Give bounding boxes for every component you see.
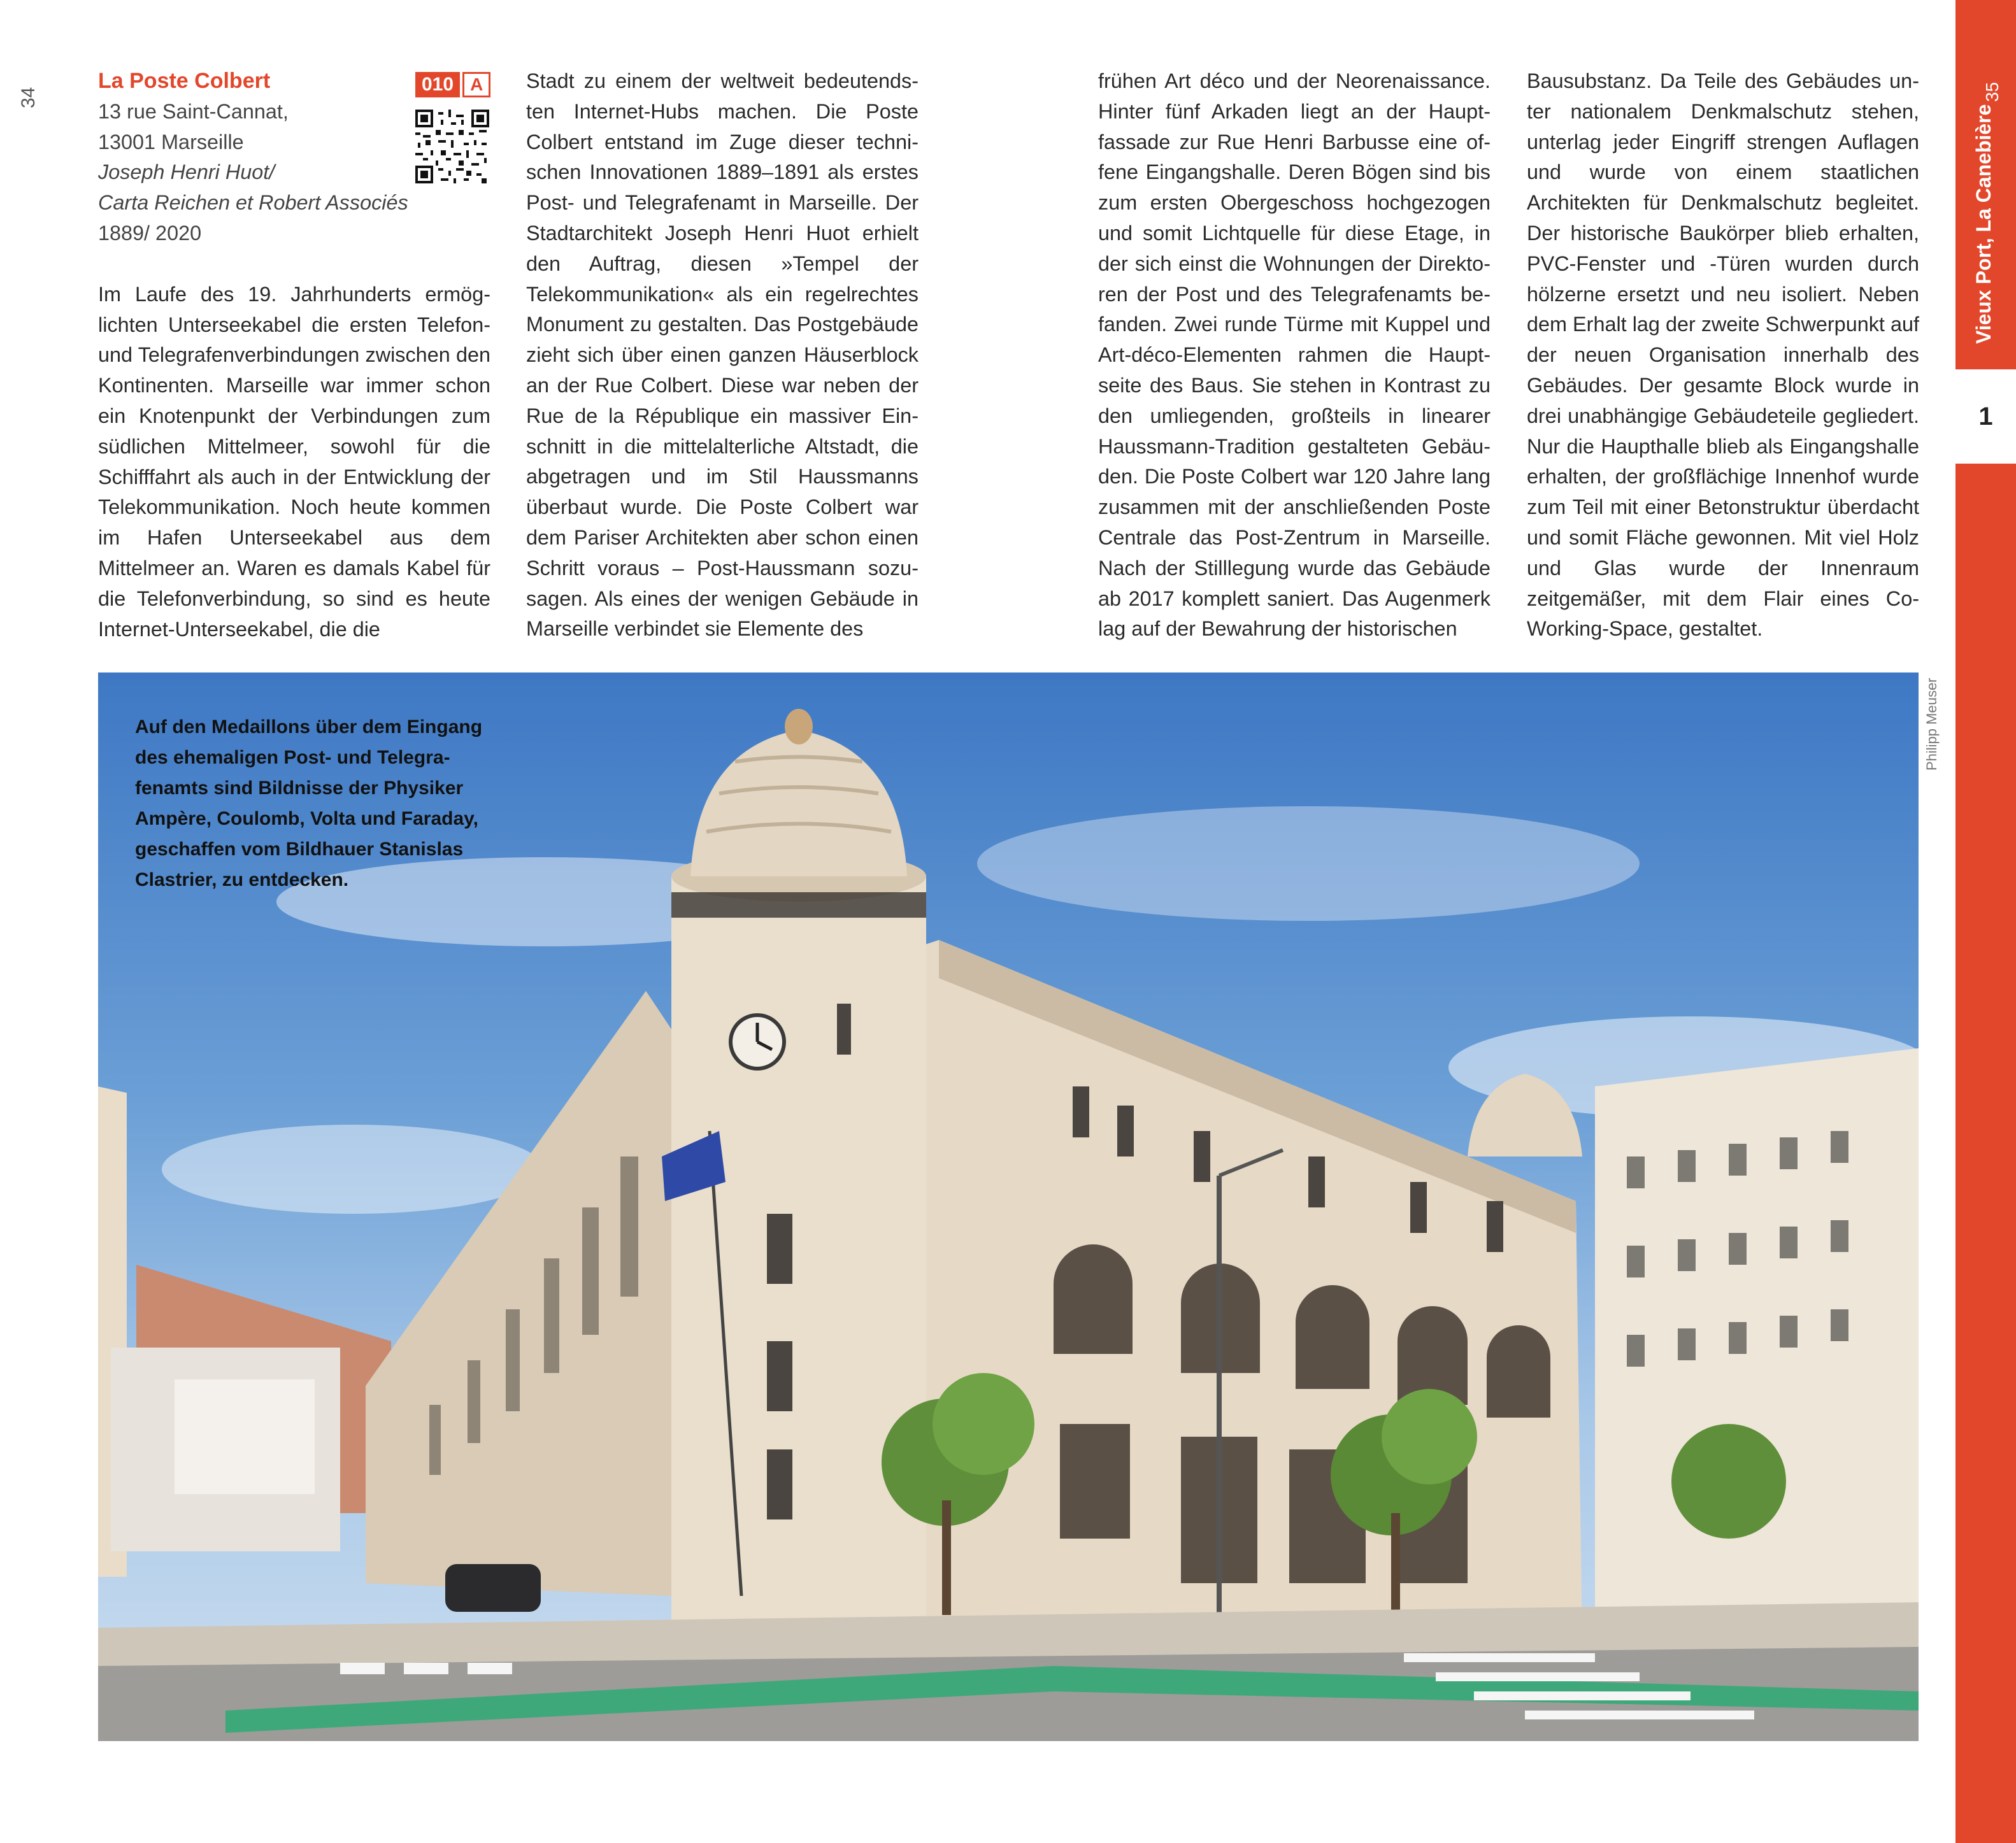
entry-badge (415, 72, 490, 97)
badge-letter: A (462, 72, 490, 97)
photo-credit (1924, 675, 1943, 777)
building-photo (98, 672, 1919, 1741)
address-line-1: 13 rue Saint-Cannat, (98, 99, 289, 123)
column-2 (526, 66, 919, 644)
column-4 (1527, 66, 1919, 644)
chapter-sidebar (1955, 0, 2016, 1843)
column-3 (1098, 66, 1491, 644)
badge-number: 010 (415, 72, 460, 97)
body-text-col1: Im Laufe des 19. Jahrhunderts ermöglichten Unterseekabel die ersten Telefon- und Telegrafenverbindungen zwischen den Kontinenten. Marseille war immer schon ein Knotenpunkt der Verbindungen zum südlichen Mittelmeer, sowohl für die Schifffahrt als auch in der Entwicklung der Telekommunikation. Noch heute kommen im Hafen Unterseekabel aus dem Mittelmeer an. Waren es damals Kabel für die Telefonverbindung, so sind es heute Internet-Unterseekabel, die die (98, 282, 490, 641)
page-number-left: 34 (18, 87, 39, 108)
page-number-right: 35 (1982, 82, 2002, 102)
architect-line-2: Carta Reichen et Robert Associés (98, 191, 408, 215)
entry-title: La Poste Colbert (98, 69, 271, 93)
qr-code-icon[interactable] (415, 110, 489, 183)
photo-caption: Auf den Medaillons über dem Eingang des ehemaligen Post- und Telegrafenamts sind Bildnisse der Physiker Ampère, Coulomb, Volta und Faraday, geschaffen vom Bildhauer Stanislas Clastrier, zu entdecken. (135, 716, 483, 890)
photo-credit-text: Philipp Meuser (1924, 678, 1940, 771)
chapter-number: 1 (1978, 402, 1993, 431)
body-text-col4: Bausubstanz. Da Teile des Gebäudes unter nationalem Denkmalschutz stehen, unterlag jeder Eingriff strengen Auflagen und wurde von einem staatlichen Architekten für Denkmalschutz begleitet. Der historische Baukörper blieb erhalten, PVC-Fenster und -Türen wurden durch hölzerne ersetzt und neu isoliert. Neben dem Erhalt lag der zweite Schwerpunkt auf der neuen Organisation innerhalb des Gebäudes. Der gesamte Block wurde in drei unabhängige Gebäudeteile gegliedert. Nur die Haupthalle blieb als Eingangshalle erhalten, der großflächige Innenhof wurde zum Teil mit einer Betonstruktur überdacht und somit Fläche gewonnen. Mit viel Holz und Glas wurde der Innenraum zeitgemäßer, mit dem Flair eines Co-Working-Space, gestaltet. (1527, 69, 1919, 641)
body-text-col2: Stadt zu einem der weltweit bedeutendsten Internet-Hubs machen. Die Poste Colbert entstand im Zuge dieser technischen Innovationen 1889–1891 als erstes Post- und Telegrafenamt in Marseille. Der Stadtarchitekt Joseph Henri Huot erhielt den Auftrag, diesen »Tempel der Telekommunikation« als ein regelrechtes Monument zu gestalten. Das Postgebäude zieht sich über einen ganzen Häuserblock an der Rue Colbert. Diese war neben der Rue de la République ein massiver Einschnitt in die mittelalterliche Altstadt, die abgetragen und im Stil Haussmanns überbaut wurde. Die Poste Colbert war dem Pariser Architekten aber schon einen Schritt voraus – Post-Haussmann sozusagen. Als eines der wenigen Gebäude in Marseille verbindet sie Elemente des (526, 69, 919, 641)
address-line-2: 13001 Marseille (98, 130, 244, 153)
years: 1889/ 2020 (98, 221, 202, 245)
body-text-col3: frühen Art déco und der Neorenaissance. Hinter fünf Arkaden liegt an der Hauptfassade zur Rue Henri Barbusse eine offene Eingangshalle. Deren Bögen sind bis zum ersten Obergeschoss hochgezogen und somit Lichtquelle für diese Etage, in der sich einst die Wohnungen der Direktoren der Post und des Telegrafenamts befanden. Zwei runde Türme mit Kuppel und Art-déco-Elementen rahmen die Hauptseite des Baus. Sie stehen in Kontrast zu den umliegenden, großteils in linearer Haussmann-Tradition gestalteten Gebäuden. Die Poste Colbert war 120 Jahre lang zusammen mit der anschließenden Poste Centrale das Post-Zentrum in Marseille. Nach der Stilllegung wurde das Gebäude ab 2017 komplett saniert. Das Augenmerk lag auf der Bewahrung der historischen (1098, 69, 1491, 641)
chapter-marker (1955, 369, 2016, 464)
architect-line-1: Joseph Henri Huot/ (98, 160, 275, 184)
section-title: Vieux Port, La Canebière (1972, 104, 1995, 344)
